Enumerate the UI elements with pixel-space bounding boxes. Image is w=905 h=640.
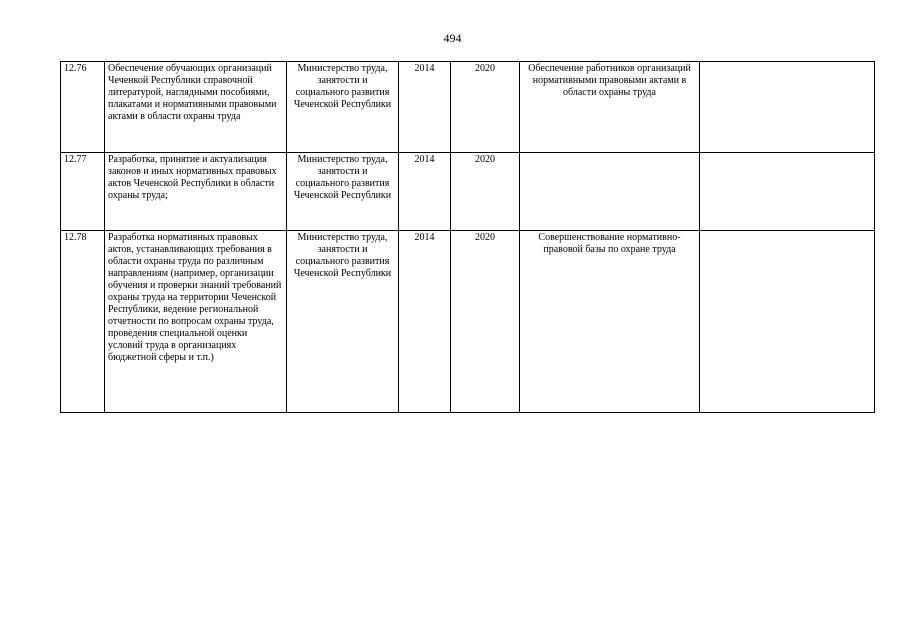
year-start: 2014 — [399, 231, 451, 413]
year-end: 2020 — [451, 153, 520, 231]
page-number: 494 — [443, 31, 462, 45]
year-end: 2020 — [451, 231, 520, 413]
executor: Министерство труда, занятости и социального развития Чеченской Республики — [287, 231, 399, 413]
table-row — [61, 231, 875, 413]
note — [700, 231, 875, 413]
executor: Министерство труда, занятости и социального развития Чеченской Республики — [287, 62, 399, 153]
row-number: 12.78 — [61, 231, 105, 413]
year-start: 2014 — [399, 153, 451, 231]
expected-result — [520, 153, 700, 231]
year-end: 2020 — [451, 62, 520, 153]
measure-name: Разработка, принятие и актуализация законов и иных нормативных правовых актов Чеченской Республики в области охраны труда; — [105, 153, 287, 231]
measure-name: Обеспечение обучающих организаций Чеченкой Республики справочной литературой, наглядными пособиями, плакатами и нормативными правовыми актами в области охраны труда — [105, 62, 287, 153]
executor: Министерство труда, занятости и социального развития Чеченской Республики — [287, 153, 399, 231]
expected-result: Обеспечение работников организаций нормативными правовыми актами в области охраны труда — [520, 62, 700, 153]
note — [700, 62, 875, 153]
measure-name: Разработка нормативных правовых актов, устанавливающих требования в области охраны труда по различным направлениям (например, организации обучения и проверки знаний требований охраны труда на территории Чеченской Республики, ведение региональной отчетности по вопросам охраны труда, проведения специальной оценки условий труда в организациях бюджетной сферы и т.п.) — [105, 231, 287, 413]
note — [700, 153, 875, 231]
table-row — [61, 62, 875, 153]
table-row — [61, 153, 875, 231]
measures-table — [60, 61, 875, 413]
row-number: 12.76 — [61, 62, 105, 153]
row-number: 12.77 — [61, 153, 105, 231]
expected-result: Совершенствование нормативно-правовой базы по охране труда — [520, 231, 700, 413]
year-start: 2014 — [399, 62, 451, 153]
